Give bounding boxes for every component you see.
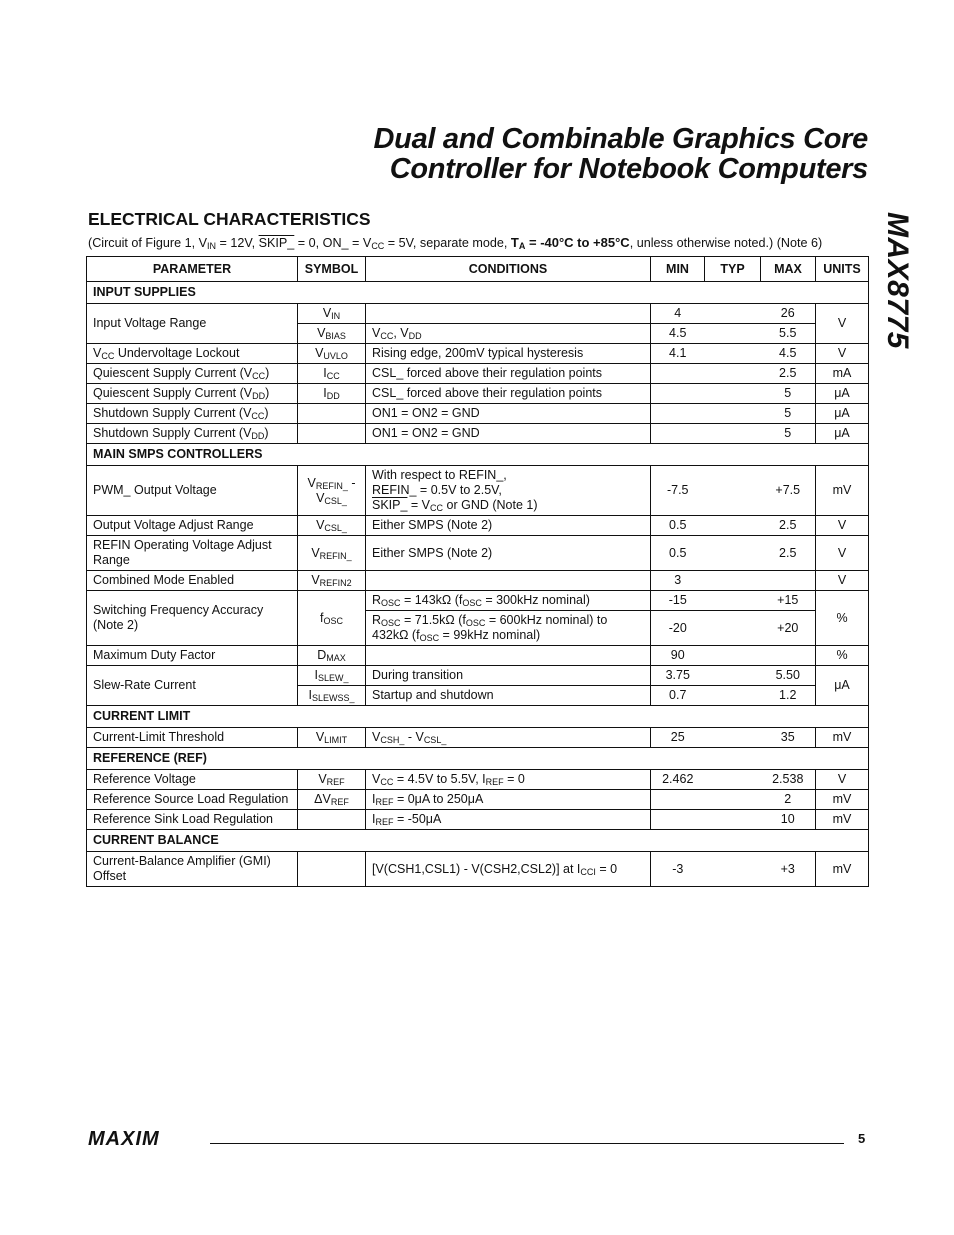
symbol-cell: $V_{LIMIT}$: [298, 728, 366, 748]
typ-cell: [705, 324, 761, 344]
maxim-logo-text: MAXIM: [88, 1129, 160, 1147]
min-cell: 3: [651, 571, 705, 591]
condition-cell: $V_{CC}$, $V_{DD}$: [366, 324, 651, 344]
param-cell: Current-Balance Amplifier (GMI) Offset: [87, 852, 298, 887]
typ-cell: [705, 304, 761, 324]
units-cell: μA: [816, 424, 869, 444]
section-heading: ELECTRICAL CHARACTERISTICS: [88, 209, 371, 229]
param-cell: Reference Voltage: [87, 770, 298, 790]
condition-cell: Either SMPS (Note 2): [366, 516, 651, 536]
units-cell: mV: [816, 790, 869, 810]
table-row: [87, 304, 869, 324]
units-cell: mV: [816, 728, 869, 748]
min-cell: 0.5: [651, 516, 705, 536]
condition-cell: CSL_ forced above their regulation points: [366, 364, 651, 384]
table-row: [87, 728, 869, 748]
typ-cell: [705, 364, 761, 384]
condition-cell: With respect to REFIN_, REFIN_ = 0.5V to 2.5V, SKIP_ = $V_{CC}$ or GND (Note 1): [366, 466, 651, 516]
electrical-characteristics-table: [86, 256, 869, 887]
typ-cell: [705, 424, 761, 444]
param-cell: Shutdown Supply Current $(V_{CC})$: [87, 404, 298, 424]
max-cell: 2.538: [761, 770, 816, 790]
max-cell: 2: [761, 790, 816, 810]
side-part-text: MAX8775: [881, 212, 914, 349]
condition-cell: [V(CSH1,CSL1) - V(CSH2,CSL2)] at $I_{CCI} = 0$: [366, 852, 651, 887]
param-cell: Maximum Duty Factor: [87, 646, 298, 666]
min-cell: 4: [651, 304, 705, 324]
symbol-cell: [298, 810, 366, 830]
group-row: [87, 748, 869, 770]
param-cell: REFIN Operating Voltage Adjust Range: [87, 536, 298, 571]
table-row: [87, 516, 869, 536]
param-cell: Reference Sink Load Regulation: [87, 810, 298, 830]
condition-cell: [366, 304, 651, 324]
condition-cell: $I_{REF} = 0\mu A$ to 250μA: [366, 790, 651, 810]
min-cell: -7.5: [651, 466, 705, 516]
col-header-parameter: PARAMETER: [87, 257, 298, 282]
min-cell: [651, 384, 705, 404]
param-cell: Reference Source Load Regulation: [87, 790, 298, 810]
typ-cell: [705, 384, 761, 404]
col-header-typ: TYP: [705, 257, 761, 282]
symbol-cell: $V_{CSL\_}$: [298, 516, 366, 536]
typ-cell: [705, 852, 761, 887]
min-cell: 0.5: [651, 536, 705, 571]
condition-cell: ON1 = ON2 = GND: [366, 424, 651, 444]
param-cell: Output Voltage Adjust Range: [87, 516, 298, 536]
symbol-cell: $V_{REFIN\_}$: [298, 536, 366, 571]
max-cell: 5.50: [761, 666, 816, 686]
param-cell: $V_{CC}$ Undervoltage Lockout: [87, 344, 298, 364]
min-cell: [651, 790, 705, 810]
max-cell: [761, 646, 816, 666]
col-header-symbol: SYMBOL: [298, 257, 366, 282]
symbol-cell: $V_{UVLO}$: [298, 344, 366, 364]
units-cell: V: [816, 571, 869, 591]
symbol-cell: $\Delta V_{REF}$: [298, 790, 366, 810]
table-row: [87, 466, 869, 516]
symbol-cell: $f_{OSC}$: [298, 591, 366, 646]
max-cell: +7.5: [761, 466, 816, 516]
min-cell: -20: [651, 611, 705, 646]
symbol-cell: $I_{SLEWSS\_}$: [298, 686, 366, 706]
condition-cell: $V_{CC} = 4.5V$ to 5.5V, $I_{REF} = 0$: [366, 770, 651, 790]
condition-cell: Rising edge, 200mV typical hysteresis: [366, 344, 651, 364]
symbol-cell: $V_{REF}$: [298, 770, 366, 790]
min-cell: 0.7: [651, 686, 705, 706]
units-cell: V: [816, 344, 869, 364]
param-cell: PWM_ Output Voltage: [87, 466, 298, 516]
maxim-logo: [88, 1129, 200, 1147]
symbol-cell: [298, 852, 366, 887]
test-conditions: (Circuit of Figure 1, $V_{IN} = 12V$, SKIP_ = 0, ON_ = $V_{CC} = 5V$, separate mode, $T_A = -40^\circ C$ to +85°C, unless otherwise noted.) (Note 6): [88, 235, 823, 251]
param-cell: Quiescent Supply Current $(V_{DD})$: [87, 384, 298, 404]
max-cell: 1.2: [761, 686, 816, 706]
max-cell: 4.5: [761, 344, 816, 364]
max-cell: 35: [761, 728, 816, 748]
units-cell: mV: [816, 852, 869, 887]
max-cell: 2.5: [761, 364, 816, 384]
condition-cell: $R_{OSC} = 71.5k\Omega$ ($f_{OSC} = 600kHz$ nominal) to 432kΩ ($f_{OSC} = 99kHz$ nominal): [366, 611, 651, 646]
param-cell: Shutdown Supply Current $(V_{DD})$: [87, 424, 298, 444]
min-cell: [651, 404, 705, 424]
units-cell: μA: [816, 404, 869, 424]
condition-line: With respect to REFIN_,: [372, 468, 507, 482]
table-row: [87, 591, 869, 611]
symbol-cell: $I_{DD}$: [298, 384, 366, 404]
group-label: CURRENT BALANCE: [87, 830, 869, 852]
symbol-cell: $V_{REFIN\_}$ - $V_{CSL\_}$: [298, 466, 366, 516]
group-label: MAIN SMPS CONTROLLERS: [87, 444, 869, 466]
param-cell: Switching Frequency Accuracy (Note 2): [87, 591, 298, 646]
document-title: [374, 124, 868, 184]
units-cell: %: [816, 591, 869, 646]
max-cell: 2.5: [761, 536, 816, 571]
max-cell: [761, 571, 816, 591]
min-cell: -15: [651, 591, 705, 611]
typ-cell: [705, 516, 761, 536]
symbol-cell: [298, 404, 366, 424]
units-cell: μA: [816, 384, 869, 404]
max-cell: +20: [761, 611, 816, 646]
param-cell: Current-Limit Threshold: [87, 728, 298, 748]
symbol-cell: $D_{MAX}$: [298, 646, 366, 666]
condition-cell: Startup and shutdown: [366, 686, 651, 706]
symbol-cell: $I_{SLEW\_}$: [298, 666, 366, 686]
min-cell: [651, 810, 705, 830]
footer-rule: [210, 1143, 844, 1144]
max-cell: 5.5: [761, 324, 816, 344]
table-row: [87, 344, 869, 364]
max-cell: 5: [761, 424, 816, 444]
max-cell: 2.5: [761, 516, 816, 536]
group-label: CURRENT LIMIT: [87, 706, 869, 728]
symbol-cell: $V_{BIAS}$: [298, 324, 366, 344]
units-cell: V: [816, 304, 869, 344]
typ-cell: [705, 466, 761, 516]
condition-cell: ON1 = ON2 = GND: [366, 404, 651, 424]
min-cell: 4.5: [651, 324, 705, 344]
typ-cell: [705, 571, 761, 591]
max-cell: 5: [761, 384, 816, 404]
condition-cell: $R_{OSC} = 143k\Omega$ ($f_{OSC} = 300kHz$ nominal): [366, 591, 651, 611]
table-row: [87, 404, 869, 424]
param-cell: Input Voltage Range: [87, 304, 298, 344]
condition-line: REFIN_ = 0.5V to 2.5V,: [372, 483, 502, 497]
group-row: [87, 444, 869, 466]
table-header-row: [87, 257, 869, 282]
typ-cell: [705, 810, 761, 830]
min-cell: 25: [651, 728, 705, 748]
max-cell: 10: [761, 810, 816, 830]
max-cell: +3: [761, 852, 816, 887]
typ-cell: [705, 686, 761, 706]
condition-cell: During transition: [366, 666, 651, 686]
units-cell: mV: [816, 466, 869, 516]
col-header-min: MIN: [651, 257, 705, 282]
table-row: [87, 384, 869, 404]
side-part-number: [880, 212, 920, 382]
min-cell: 2.462: [651, 770, 705, 790]
condition-cell: CSL_ forced above their regulation points: [366, 384, 651, 404]
table-row: [87, 770, 869, 790]
condition-cell: $V_{CSH\_} - V_{CSL\_}$: [366, 728, 651, 748]
condition-cell: [366, 646, 651, 666]
symbol-cell: $V_{REFIN2}$: [298, 571, 366, 591]
table-row: [87, 810, 869, 830]
typ-cell: [705, 611, 761, 646]
units-cell: μA: [816, 666, 869, 706]
symbol-cell: $V_{IN}$: [298, 304, 366, 324]
min-cell: [651, 364, 705, 384]
units-cell: mA: [816, 364, 869, 384]
col-header-max: MAX: [761, 257, 816, 282]
min-cell: -3: [651, 852, 705, 887]
units-cell: V: [816, 770, 869, 790]
typ-cell: [705, 728, 761, 748]
param-cell: Quiescent Supply Current $(V_{CC})$: [87, 364, 298, 384]
units-cell: V: [816, 536, 869, 571]
min-cell: 90: [651, 646, 705, 666]
page-number: 5: [858, 1131, 866, 1146]
typ-cell: [705, 666, 761, 686]
group-label: INPUT SUPPLIES: [87, 282, 869, 304]
units-cell: %: [816, 646, 869, 666]
max-cell: 5: [761, 404, 816, 424]
table-row: [87, 364, 869, 384]
typ-cell: [705, 591, 761, 611]
table-row: [87, 790, 869, 810]
units-cell: mV: [816, 810, 869, 830]
param-cell: Slew-Rate Current: [87, 666, 298, 706]
condition-cell: Either SMPS (Note 2): [366, 536, 651, 571]
table-row: [87, 666, 869, 686]
typ-cell: [705, 646, 761, 666]
typ-cell: [705, 790, 761, 810]
max-cell: 26: [761, 304, 816, 324]
typ-cell: [705, 536, 761, 571]
condition-cell: [366, 571, 651, 591]
min-cell: 4.1: [651, 344, 705, 364]
title-line-1: Dual and Combinable Graphics Core: [373, 123, 868, 155]
col-header-units: UNITS: [816, 257, 869, 282]
group-label: REFERENCE (REF): [87, 748, 869, 770]
typ-cell: [705, 404, 761, 424]
min-cell: 3.75: [651, 666, 705, 686]
title-line-2: Controller for Notebook Computers: [389, 153, 868, 185]
table-row: [87, 424, 869, 444]
symbol-cell: $I_{CC}$: [298, 364, 366, 384]
group-row: [87, 282, 869, 304]
table-row: [87, 536, 869, 571]
symbol-cell: [298, 424, 366, 444]
units-cell: V: [816, 516, 869, 536]
param-cell: Combined Mode Enabled: [87, 571, 298, 591]
col-header-conditions: CONDITIONS: [366, 257, 651, 282]
max-cell: +15: [761, 591, 816, 611]
condition-cell: $I_{REF} = -50\mu A$: [366, 810, 651, 830]
table-row: [87, 571, 869, 591]
group-row: [87, 706, 869, 728]
group-row: [87, 830, 869, 852]
typ-cell: [705, 770, 761, 790]
table-row: [87, 852, 869, 887]
table-row: [87, 646, 869, 666]
min-cell: [651, 424, 705, 444]
typ-cell: [705, 344, 761, 364]
